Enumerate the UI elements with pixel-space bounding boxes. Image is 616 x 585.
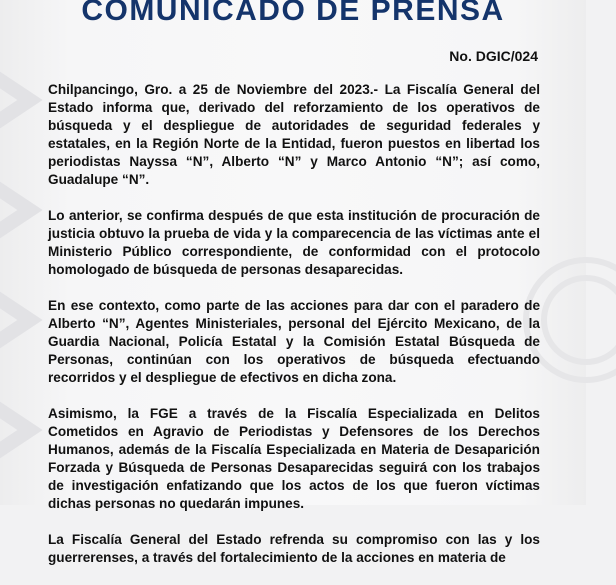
- paragraph-5: La Fiscalía General del Estado refrenda su compromiso con las y los guerrerenses, a través del fortalecimiento de la acciones en materia de: [48, 532, 540, 565]
- page-title: COMUNICADO DE PRENSA: [81, 0, 505, 27]
- paragraph-1: [48, 81, 540, 189]
- document-number: No. DGIC/024: [449, 48, 538, 64]
- paragraph-4: Asimismo, la FGE a través de la Fiscalía Especializada en Delitos Cometidos en Agravio de Periodistas y Defensores de los Derechos Humanos, además de la Fiscalía Especializada en Materia de Desaparición Forzada y Búsqueda de Personas Desaparecidas seguirá con los trabajos de investigación enfatizando que los actos de los que fueron víctimas dichas personas no quedarán impunes.: [48, 406, 540, 511]
- paragraph-2: Lo anterior, se confirma después de que esta institución de procuración de justicia obtuvo la prueba de vida y la comparecencia de las víctimas ante el Ministerio Público correspondiente, de conformidad con el protocolo homologado de búsqueda de personas desaparecidas.: [48, 208, 540, 277]
- press-release-body: [48, 81, 540, 585]
- paragraph-1-text: La Fiscalía General del Estado informa que, derivado del reforzamiento de los operativos de búsqueda y el despliegue de autoridades de seguridad federales y estatales, en la Región Norte de la Entidad, fueron puestos en libertad los periodistas Nayssa “N”, Alberto “N” y Marco Antonio “N”; así como, Guadalupe “N”.: [48, 82, 540, 187]
- paragraph-3: En ese contexto, como parte de las acciones para dar con el paradero de Alberto “N”, Agentes Ministeriales, personal del Ejército Mexicano, de la Guardia Nacional, Policía Estatal y la Comisión Estatal Búsqueda de Personas, continúan con los operativos de búsqueda efectuando recorridos y el despliegue de efectivos en dicha zona.: [48, 298, 540, 385]
- place-date-lead: Chilpancingo, Gro. a 25 de Noviembre del 2023.-: [48, 82, 379, 97]
